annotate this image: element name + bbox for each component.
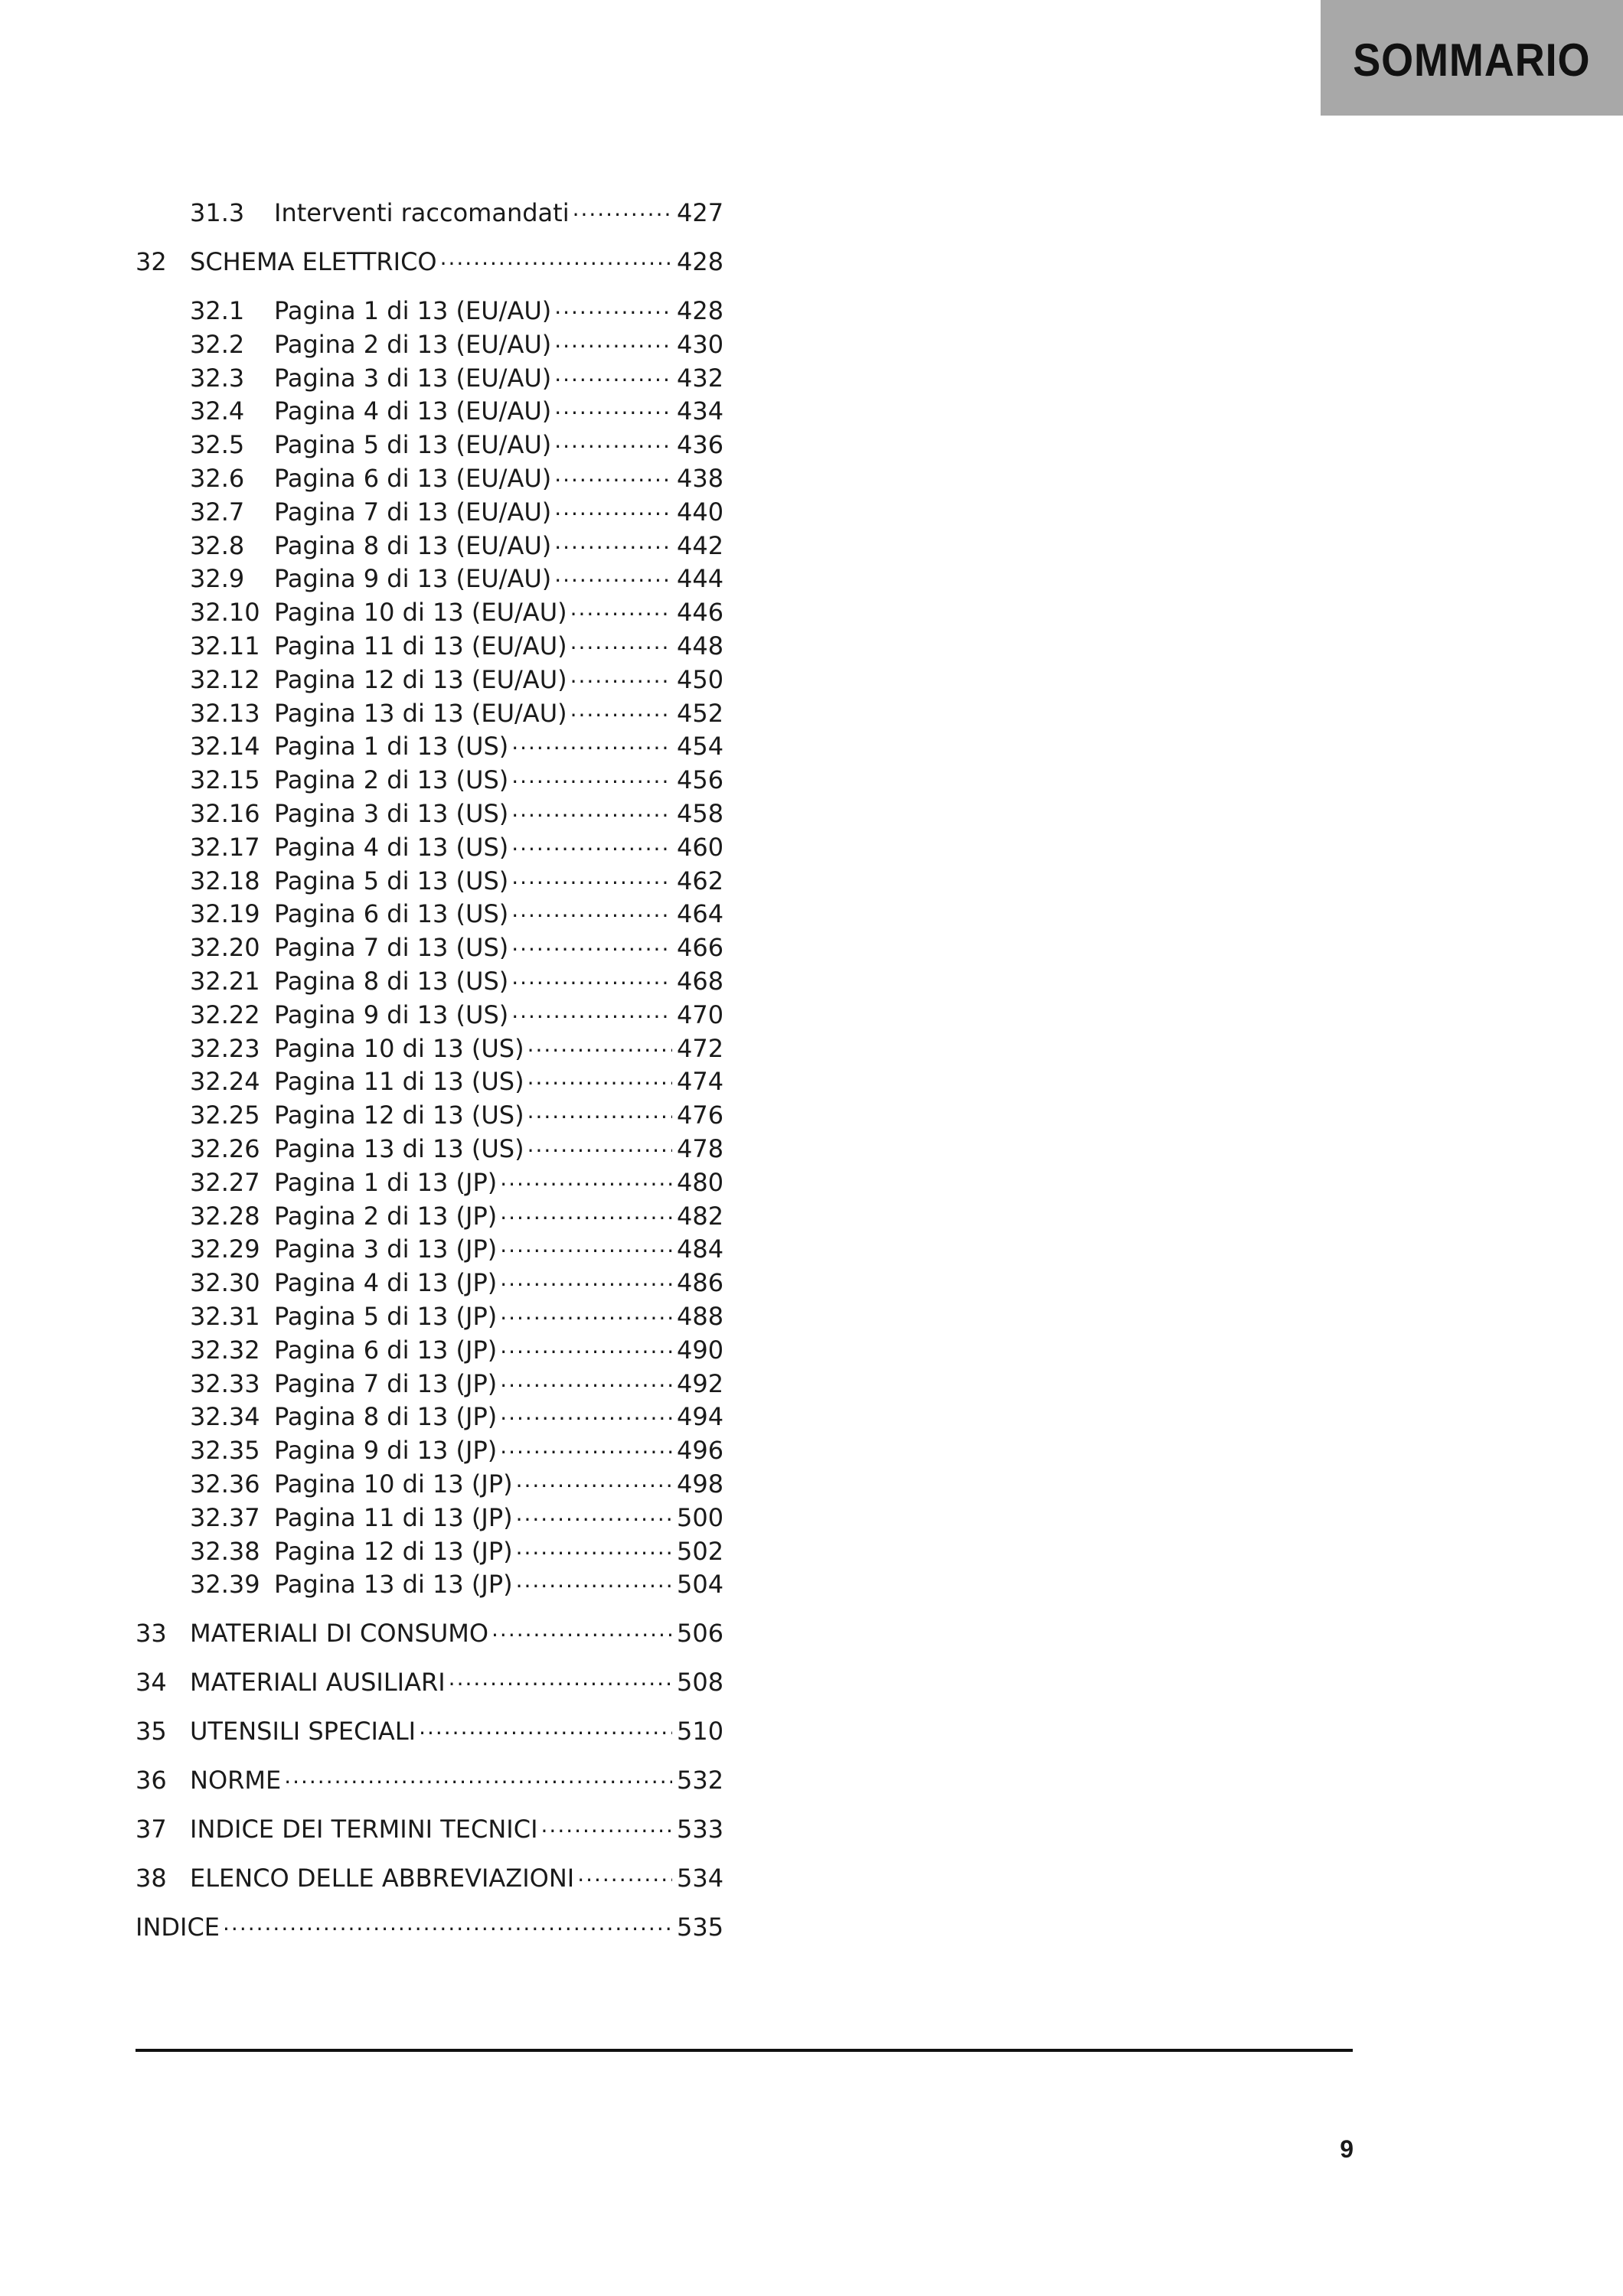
toc-entry-title: Pagina 13 di 13 (US) [274, 1134, 524, 1163]
toc-entry-number: 32.27 [190, 1167, 260, 1197]
toc-entry-title: Pagina 3 di 13 (JP) [274, 1234, 498, 1264]
toc-subentry[interactable] [190, 755, 724, 795]
toc-entry-title: Pagina 6 di 13 (JP) [274, 1335, 498, 1365]
toc-entry-title: MATERIALI AUSILIARI [190, 1668, 446, 1698]
toc-subentry[interactable] [190, 1325, 724, 1365]
toc-entry-page: 474 [677, 1067, 724, 1097]
dot-leader [500, 1224, 672, 1257]
toc-entry-title: Pagina 7 di 13 (EU/AU) [274, 497, 552, 527]
toc-entry-number: 32.34 [190, 1402, 260, 1432]
toc-entry-number: 32.19 [190, 899, 260, 929]
toc-entry-page: 490 [677, 1335, 724, 1365]
dot-leader [527, 1090, 672, 1124]
toc-entry-title: Pagina 7 di 13 (JP) [274, 1368, 498, 1398]
toc-subentry[interactable] [190, 1358, 724, 1398]
toc-entry-title: INDICE [136, 1913, 220, 1942]
toc-entry-page: 466 [677, 933, 724, 963]
toc-entry-title: NORME [190, 1766, 282, 1795]
toc-entry-title: Pagina 7 di 13 (US) [274, 933, 509, 963]
toc-entry-page: 532 [677, 1766, 724, 1795]
toc-entry-number: 32.6 [190, 464, 245, 493]
toc-subentry[interactable] [190, 990, 724, 1029]
toc-entry-page: 504 [677, 1570, 724, 1600]
dot-leader [570, 587, 672, 621]
dot-leader [577, 1853, 672, 1887]
toc-entry-number: 33 [136, 1619, 167, 1649]
toc-entry-number: 32.29 [190, 1234, 260, 1264]
toc-entry-title: ELENCO DELLE ABBREVIAZIONI [190, 1864, 575, 1893]
toc-entry-number: 32.25 [190, 1101, 260, 1130]
toc-entry-page: 486 [677, 1268, 724, 1298]
dot-leader [500, 1257, 672, 1291]
toc-subentry[interactable] [190, 788, 724, 828]
toc-entry-number: 32.8 [190, 530, 245, 560]
toc-entry-page: 500 [677, 1502, 724, 1532]
dot-leader [511, 856, 672, 889]
toc-entry[interactable] [136, 1853, 724, 1893]
section-header-tab [1321, 0, 1623, 116]
toc-entry-page: 442 [677, 530, 724, 560]
toc-entry-title: Pagina 8 di 13 (EU/AU) [274, 530, 552, 560]
toc-subentry[interactable] [190, 1023, 724, 1063]
toc-subentry[interactable] [190, 285, 724, 325]
dot-leader [527, 1056, 672, 1090]
toc-entry-number: 32.32 [190, 1335, 260, 1365]
toc-entry-number: 32.11 [190, 631, 260, 660]
dot-leader [554, 419, 672, 453]
toc-subentry[interactable] [190, 922, 724, 963]
dot-leader [554, 553, 672, 587]
toc-entry-page: 436 [677, 430, 724, 460]
toc-entry-page: 428 [677, 296, 724, 325]
toc-entry-page: 427 [677, 198, 724, 227]
toc-subentry[interactable] [190, 1492, 724, 1532]
toc-entry-page: 508 [677, 1668, 724, 1698]
toc-entry[interactable] [136, 1804, 724, 1844]
toc-entry-page: 462 [677, 866, 724, 895]
toc-entry-title: UTENSILI SPECIALI [190, 1717, 416, 1746]
toc-entry-number: 32.15 [190, 765, 260, 795]
toc-entry-page: 534 [677, 1864, 724, 1893]
toc-entry-number: 32.23 [190, 1033, 260, 1063]
toc-entry-page: 476 [677, 1101, 724, 1130]
dot-leader [500, 1425, 672, 1459]
toc-subentry[interactable] [190, 1124, 724, 1163]
toc-entry-title: Pagina 11 di 13 (JP) [274, 1502, 513, 1532]
toc-entry-page: 458 [677, 799, 724, 828]
toc-entry-number: 35 [136, 1717, 167, 1746]
toc-entry-page: 494 [677, 1402, 724, 1432]
toc-entry-page: 498 [677, 1469, 724, 1499]
toc-entry-title: Pagina 9 di 13 (EU/AU) [274, 564, 552, 594]
toc-subentry[interactable] [190, 654, 724, 694]
toc-entry-page: 480 [677, 1167, 724, 1197]
toc-subentry[interactable] [190, 587, 724, 628]
toc-entry-title: Interventi raccomandati [274, 198, 570, 227]
toc-entry-title: Pagina 11 di 13 (US) [274, 1067, 524, 1097]
toc-subentry[interactable] [190, 353, 724, 393]
dot-leader [500, 1325, 672, 1358]
toc-entry-number: 32.3 [190, 363, 245, 393]
toc-entry-page: 533 [677, 1815, 724, 1844]
toc-entry-number: 32.22 [190, 1000, 260, 1029]
dot-leader [500, 1358, 672, 1392]
toc-entry-number: 32.13 [190, 698, 260, 728]
toc-entry-page: 430 [677, 329, 724, 359]
toc-entry-number: 32.2 [190, 329, 245, 359]
toc-entry-number: 32.17 [190, 832, 260, 862]
toc-entry-title: Pagina 8 di 13 (JP) [274, 1402, 498, 1432]
toc-subentry[interactable] [190, 1391, 724, 1432]
toc-entry-title: Pagina 10 di 13 (US) [274, 1033, 524, 1063]
toc-entry-page: 456 [677, 765, 724, 795]
toc-subentry[interactable] [190, 621, 724, 660]
toc-entry-page: 440 [677, 497, 724, 527]
toc-entry[interactable] [136, 236, 724, 276]
toc-entry-title: SCHEMA ELETTRICO [190, 247, 437, 276]
dot-leader [516, 1559, 672, 1593]
toc-entry-page: 438 [677, 464, 724, 493]
toc-entry-number: 32.26 [190, 1134, 260, 1163]
toc-entry-number: 32.12 [190, 664, 260, 694]
toc-entry-title: Pagina 12 di 13 (JP) [274, 1536, 513, 1566]
toc-entry-page: 506 [677, 1619, 724, 1649]
toc-entry-page: 434 [677, 396, 724, 426]
toc-subentry[interactable] [190, 419, 724, 460]
toc-entry-title: Pagina 1 di 13 (EU/AU) [274, 296, 552, 325]
dot-leader [511, 721, 672, 755]
dot-leader [511, 889, 672, 922]
toc-entry-title: Pagina 6 di 13 (US) [274, 899, 509, 929]
toc-entry-number: 31.3 [190, 198, 245, 227]
toc-entry-page: 460 [677, 832, 724, 862]
toc-entry-page: 482 [677, 1201, 724, 1231]
toc-entry-title: Pagina 12 di 13 (EU/AU) [274, 664, 567, 694]
toc-entry-number: 32.28 [190, 1201, 260, 1231]
toc-entry-page: 488 [677, 1302, 724, 1331]
toc-entry-title: Pagina 2 di 13 (US) [274, 765, 509, 795]
toc-entry-title: Pagina 3 di 13 (EU/AU) [274, 363, 552, 393]
toc-subentry[interactable] [190, 1526, 724, 1566]
dot-leader [516, 1492, 672, 1526]
toc-entry-number: 37 [136, 1815, 167, 1844]
toc-entry-number: 32.20 [190, 933, 260, 963]
toc-entry-title: Pagina 13 di 13 (JP) [274, 1570, 513, 1600]
toc-subentry[interactable] [190, 1191, 724, 1231]
toc-entry[interactable] [136, 1902, 724, 1942]
toc-entry-number: 32.5 [190, 430, 245, 460]
dot-leader [511, 822, 672, 856]
dot-leader [554, 520, 672, 554]
toc-entry-number: 32.36 [190, 1469, 260, 1499]
dot-leader [573, 188, 672, 221]
dot-leader [554, 285, 672, 319]
toc-entry-number: 32 [136, 247, 167, 276]
toc-entry-number: 32.31 [190, 1302, 260, 1331]
toc-subentry[interactable] [190, 721, 724, 762]
toc-subentry[interactable] [190, 688, 724, 728]
toc-entry-number: 32.24 [190, 1067, 260, 1097]
toc-entry-number: 32.4 [190, 396, 245, 426]
dot-leader [491, 1608, 672, 1642]
toc-entry-title: Pagina 2 di 13 (EU/AU) [274, 329, 552, 359]
toc-entry-page: 464 [677, 899, 724, 929]
toc-entry-page: 472 [677, 1033, 724, 1063]
toc-entry-title: Pagina 4 di 13 (JP) [274, 1268, 498, 1298]
dot-leader [570, 688, 672, 722]
toc-entry[interactable] [136, 1657, 724, 1698]
toc-entry-title: Pagina 4 di 13 (EU/AU) [274, 396, 552, 426]
dot-leader [554, 319, 672, 353]
toc-subentry[interactable] [190, 386, 724, 426]
toc-entry-page: 428 [677, 247, 724, 276]
toc-entry-title: Pagina 1 di 13 (JP) [274, 1167, 498, 1197]
toc-entry-page: 432 [677, 363, 724, 393]
toc-entry-title: Pagina 5 di 13 (US) [274, 866, 509, 895]
toc-entry-title: Pagina 12 di 13 (US) [274, 1101, 524, 1130]
dot-leader [511, 990, 672, 1023]
toc-entry-title: Pagina 2 di 13 (JP) [274, 1201, 498, 1231]
toc-entry[interactable] [136, 1608, 724, 1649]
toc-entry-page: 448 [677, 631, 724, 660]
toc-entry-number: 32.39 [190, 1570, 260, 1600]
toc-entry-page: 452 [677, 698, 724, 728]
toc-subentry[interactable] [190, 1459, 724, 1499]
toc-subentry[interactable] [190, 1291, 724, 1331]
toc-entry-title: MATERIALI DI CONSUMO [190, 1619, 489, 1649]
dot-leader [554, 353, 672, 386]
toc-entry-page: 468 [677, 967, 724, 996]
toc-subentry[interactable] [190, 553, 724, 594]
toc-subentry[interactable] [190, 1224, 724, 1264]
toc-entry-number: 32.35 [190, 1436, 260, 1466]
toc-subentry[interactable] [190, 889, 724, 929]
toc-entry-page: 535 [677, 1913, 724, 1942]
toc-entry-title: Pagina 5 di 13 (EU/AU) [274, 430, 552, 460]
toc-subentry[interactable] [190, 1157, 724, 1197]
toc-entry-number: 32.9 [190, 564, 245, 594]
toc-entry-number: 34 [136, 1668, 167, 1698]
toc-entry-number: 38 [136, 1864, 167, 1893]
dot-leader [570, 654, 672, 688]
toc-subentry[interactable] [190, 1257, 724, 1298]
toc-entry-title: INDICE DEI TERMINI TECNICI [190, 1815, 538, 1844]
dot-leader [527, 1023, 672, 1057]
toc-entry-number: 36 [136, 1766, 167, 1795]
dot-leader [500, 1291, 672, 1325]
toc-entry-page: 510 [677, 1717, 724, 1746]
toc-entry-title: Pagina 4 di 13 (US) [274, 832, 509, 862]
dot-leader [223, 1902, 672, 1936]
toc-entry-title: Pagina 8 di 13 (US) [274, 967, 509, 996]
dot-leader [511, 788, 672, 822]
dot-leader [511, 755, 672, 788]
toc-entry-page: 478 [677, 1134, 724, 1163]
toc-subentry[interactable] [190, 856, 724, 895]
toc-subentry[interactable] [190, 822, 724, 862]
toc-entry-title: Pagina 6 di 13 (EU/AU) [274, 464, 552, 493]
toc-entry-number: 32.18 [190, 866, 260, 895]
toc-entry-page: 444 [677, 564, 724, 594]
footer-divider [136, 2049, 1353, 2052]
dot-leader [511, 922, 672, 956]
toc-entry-number: 32.30 [190, 1268, 260, 1298]
toc-entry-title: Pagina 11 di 13 (EU/AU) [274, 631, 567, 660]
toc-entry-page: 454 [677, 732, 724, 762]
toc-entry-number: 32.37 [190, 1502, 260, 1532]
dot-leader [554, 487, 672, 520]
dot-leader [527, 1124, 672, 1157]
dot-leader [541, 1804, 672, 1838]
toc-entry-page: 450 [677, 664, 724, 694]
toc-subentry[interactable] [190, 453, 724, 493]
dot-leader [554, 386, 672, 419]
dot-leader [500, 1191, 672, 1225]
dot-leader [449, 1657, 672, 1691]
toc-subentry[interactable] [190, 520, 724, 560]
dot-leader [284, 1755, 672, 1789]
section-header-label: SOMMARIO [1353, 34, 1591, 86]
toc-entry-number: 32.7 [190, 497, 245, 527]
toc-entry-page: 446 [677, 598, 724, 628]
dot-leader [419, 1706, 672, 1740]
toc-entry-number: 32.21 [190, 967, 260, 996]
toc-entry-title: Pagina 10 di 13 (JP) [274, 1469, 513, 1499]
dot-leader [500, 1157, 672, 1191]
dot-leader [554, 453, 672, 487]
toc-subentry[interactable] [190, 188, 724, 227]
toc-entry-page: 496 [677, 1436, 724, 1466]
toc-entry-title: Pagina 10 di 13 (EU/AU) [274, 598, 567, 628]
toc-entry-number: 32.10 [190, 598, 260, 628]
toc-subentry[interactable] [190, 1425, 724, 1466]
dot-leader [500, 1391, 672, 1425]
dot-leader [511, 956, 672, 990]
toc-entry-title: Pagina 13 di 13 (EU/AU) [274, 698, 567, 728]
toc-entry-page: 484 [677, 1234, 724, 1264]
toc-entry-title: Pagina 9 di 13 (US) [274, 1000, 509, 1029]
toc-entry-number: 32.16 [190, 799, 260, 828]
toc-subentry[interactable] [190, 1090, 724, 1130]
toc-subentry[interactable] [190, 1056, 724, 1097]
toc-subentry[interactable] [190, 1559, 724, 1600]
toc-entry-number: 32.1 [190, 296, 245, 325]
dot-leader [516, 1459, 672, 1492]
dot-leader [516, 1526, 672, 1560]
toc-entry-title: Pagina 9 di 13 (JP) [274, 1436, 498, 1466]
toc-entry[interactable] [136, 1706, 724, 1746]
page-number: 9 [1340, 2135, 1354, 2163]
toc-entry-number: 32.33 [190, 1368, 260, 1398]
toc-subentry[interactable] [190, 956, 724, 996]
toc-entry-page: 492 [677, 1368, 724, 1398]
toc-entry-page: 502 [677, 1536, 724, 1566]
toc-entry-number: 32.38 [190, 1536, 260, 1566]
dot-leader [570, 621, 672, 654]
toc-entry-title: Pagina 1 di 13 (US) [274, 732, 509, 762]
dot-leader [440, 236, 672, 270]
toc-entry-title: Pagina 5 di 13 (JP) [274, 1302, 498, 1331]
toc-entry-number: 32.14 [190, 732, 260, 762]
toc-entry-page: 470 [677, 1000, 724, 1029]
toc-entry-title: Pagina 3 di 13 (US) [274, 799, 509, 828]
toc-subentry[interactable] [190, 319, 724, 359]
toc-subentry[interactable] [190, 487, 724, 527]
toc-entry[interactable] [136, 1755, 724, 1795]
